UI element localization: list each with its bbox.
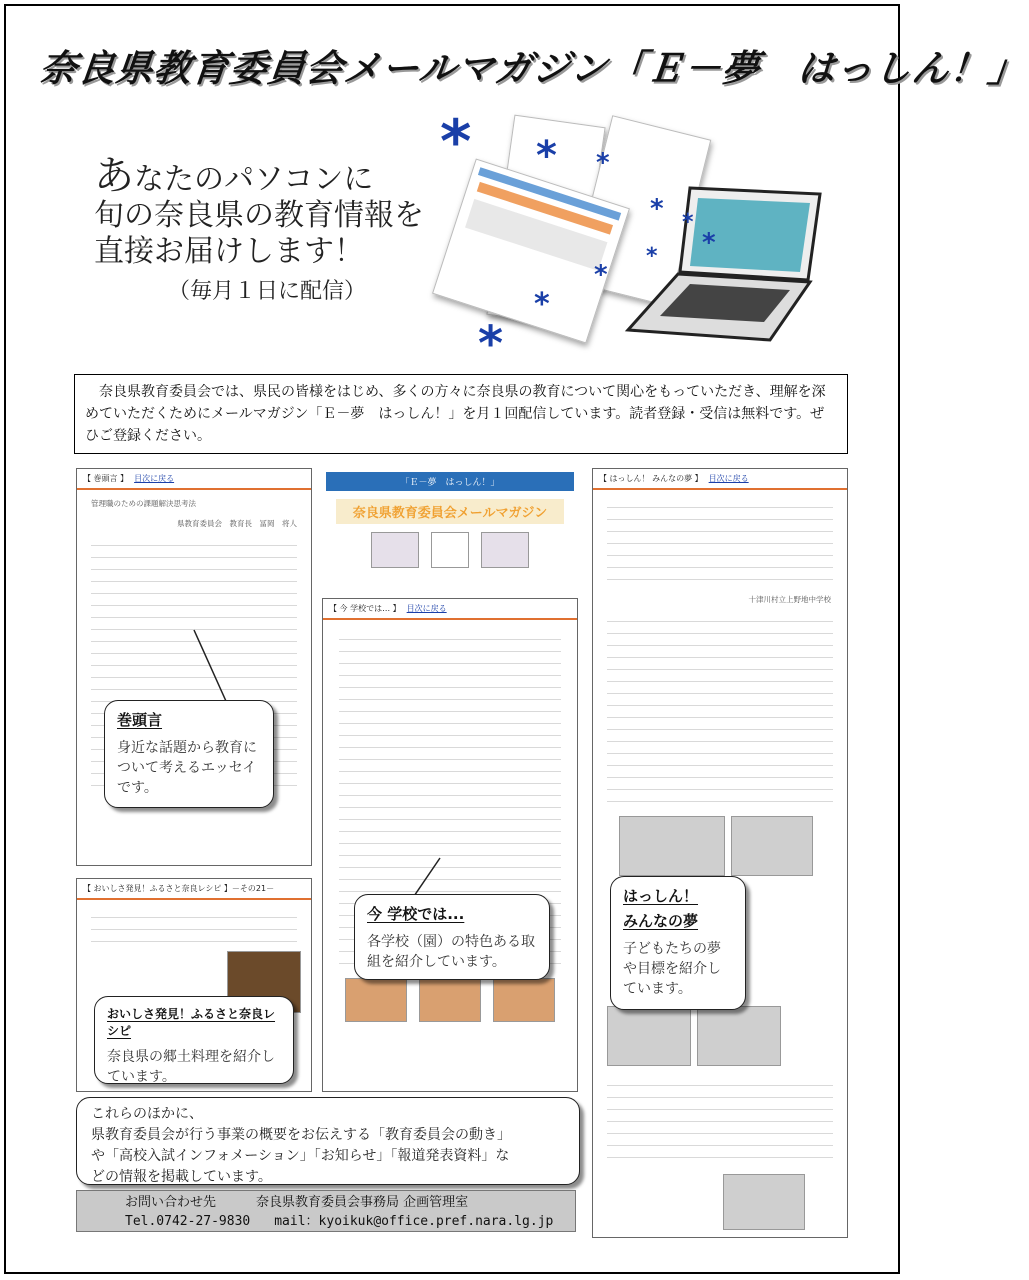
asterisk-icon: * xyxy=(478,316,504,372)
body-text-lines xyxy=(91,912,297,952)
asterisk-icon: * xyxy=(682,210,694,235)
callout-ima-gakko xyxy=(354,894,550,980)
school-name: 十津川村立上野地中学校 xyxy=(748,595,831,604)
callout-body: 子どもたちの夢や目標を紹介しています。 xyxy=(623,941,721,997)
hero-initial: あ xyxy=(94,153,134,199)
center-preview xyxy=(326,472,574,584)
experiment-photo xyxy=(697,1006,781,1066)
callout-title: はっしん！ xyxy=(623,887,699,905)
note-line: や「高校入試インフォメーション」「お知らせ」「報道発表資料」な xyxy=(91,1148,510,1164)
asterisk-icon: * xyxy=(536,133,557,179)
contact-box xyxy=(76,1190,576,1232)
callout-body: 身近な話題から教育について考えるエッセイです。 xyxy=(117,740,257,796)
experiment-photo xyxy=(619,816,725,876)
callout-title: 今 学校では... xyxy=(367,905,465,923)
experiment-photos xyxy=(607,1006,833,1066)
column-header-label: 【 今 学校では… 】 xyxy=(329,604,401,613)
column-header-label: 【 巻頭言 】 xyxy=(83,474,129,483)
woodcraft-photo xyxy=(345,978,407,1022)
callout-body: 奈良県の郷土料理を紹介しています。 xyxy=(107,1049,275,1085)
experiment-photo xyxy=(731,816,813,876)
asterisk-icon: * xyxy=(594,260,608,290)
body-text-lines xyxy=(607,1080,833,1160)
award-photo xyxy=(723,1174,805,1230)
delivery-note: （毎月１日に配信） xyxy=(168,279,367,304)
experiment-photos xyxy=(619,816,847,876)
column-hasshin xyxy=(592,468,848,1238)
body-text-lines xyxy=(607,502,833,582)
column-author: 県教育委員会 教育長 冨岡 将人 xyxy=(177,519,297,528)
hero-line3: 直接お届けします！ xyxy=(94,234,364,269)
emblem-image xyxy=(431,532,469,568)
callout-recipe xyxy=(94,996,294,1084)
contact-tel: Tel.0742-27-9830 xyxy=(125,1214,251,1229)
column-header xyxy=(77,469,311,490)
column-header xyxy=(593,469,847,490)
column-header-label: 【 はっしん！ みんなの夢 】 xyxy=(599,474,703,483)
asterisk-icon: * xyxy=(440,107,472,177)
newsletter-logo: 奈良県教育委員会メールマガジン xyxy=(336,499,564,524)
contact-mail[interactable]: mail：kyoikuk@office.pref.nara.lg.jp xyxy=(274,1214,554,1229)
note-line: どの情報を掲載しています。 xyxy=(91,1169,272,1185)
asterisk-icon: * xyxy=(702,228,716,258)
experiment-photo xyxy=(607,1006,691,1066)
back-to-toc-link[interactable]: 目次に戻る xyxy=(406,604,447,613)
hero-line1: なたのパソコンに xyxy=(134,162,374,197)
callout-title: みんなの夢 xyxy=(623,912,699,930)
asterisk-icon: * xyxy=(596,148,610,178)
note-line: これらのほかに、 xyxy=(91,1106,203,1122)
body-text-lines xyxy=(607,616,833,806)
back-to-toc-link[interactable]: 目次に戻る xyxy=(708,474,749,483)
woodcraft-photo xyxy=(493,978,555,1022)
column-subtitle: 管理職のための課題解決思考法 xyxy=(91,499,196,508)
column-header xyxy=(323,599,577,620)
callout-title: おいしさ発見！ふるさと奈良レシピ xyxy=(107,1007,276,1038)
craft-photos xyxy=(323,978,577,1022)
asterisk-icon: * xyxy=(534,287,550,322)
page-title: 奈良県教育委員会メールマガジン「Ｅ－夢 はっしん！」 xyxy=(37,47,1029,90)
newsletter-banner: 「Ｅ－夢 はっしん！」 xyxy=(326,472,574,491)
preview-images xyxy=(326,532,574,568)
blossom-photo xyxy=(481,532,529,568)
other-content-note xyxy=(76,1097,580,1185)
callout-body: 各学校（園）の特色ある取組を紹介しています。 xyxy=(367,934,535,970)
contact-label: お問い合わせ先 xyxy=(125,1195,217,1210)
back-to-toc-link[interactable]: 目次に戻る xyxy=(134,474,175,483)
asterisk-icon: * xyxy=(646,244,658,269)
column-ima-gakko xyxy=(322,598,578,1092)
contact-org: 奈良県教育委員会事務局 企画管理室 xyxy=(256,1195,469,1210)
asterisk-icon: * xyxy=(650,194,664,224)
column-header: 【 おいしさ発見！ふるさと奈良レシピ 】－その21－ xyxy=(77,879,311,900)
callout-kantogen xyxy=(104,700,274,808)
callout-hasshin xyxy=(610,876,746,1010)
hero-text xyxy=(94,153,424,270)
blossom-photo xyxy=(371,532,419,568)
intro-description: 奈良県教育委員会では、県民の皆様をはじめ、多くの方々に奈良県の教育について関心をもっていただき、理解を深めていただくためにメールマガジン「Ｅ－夢 はっしん！」を月１回配信しています。読者登録・受信は無料です。ぜひご登録ください。 xyxy=(74,374,848,454)
woodcraft-photo xyxy=(419,978,481,1022)
hero-line2: 旬の奈良県の教育情報を xyxy=(94,198,424,233)
callout-title: 巻頭言 xyxy=(117,711,163,729)
note-line: 県教育委員会が行う事業の概要をお伝えする「教育委員会の動き」 xyxy=(91,1127,511,1143)
